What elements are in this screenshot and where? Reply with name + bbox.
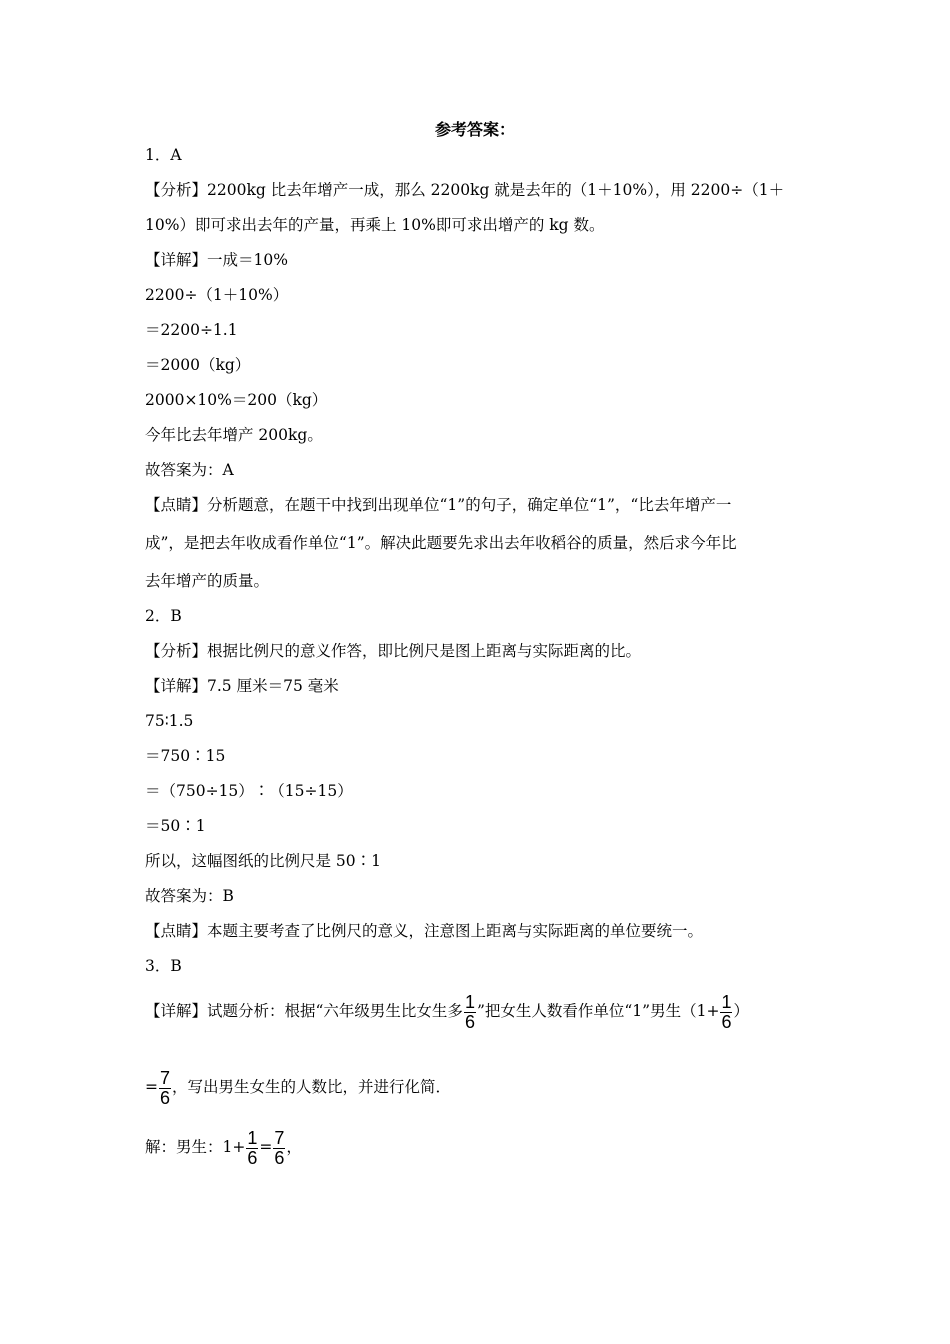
fraction-denominator: 6 (721, 1011, 732, 1032)
q2-number: 2．B (145, 607, 182, 625)
page-title: 参考答案： (434, 120, 515, 139)
q2-detail-line-5: ＝50∶1 (145, 817, 206, 835)
fraction-denominator: 6 (160, 1087, 171, 1108)
q1-analysis-line-2: 10%）即可求出去年的产量，再乘上 10%即可求出增产的 kg 数。 (145, 216, 605, 234)
fraction-numerator: 1 (247, 1127, 258, 1148)
q3-number: 3．B (145, 957, 182, 975)
fraction-denominator: 6 (247, 1147, 258, 1168)
q1-detail-line-3: ＝2200÷1.1 (145, 321, 238, 339)
q2-point: 【点睛】本题主要考查了比例尺的意义，注意图上距离与实际距离的单位要统一。 (145, 922, 704, 940)
fraction-seven-sixths (273, 1129, 285, 1168)
q3-detail-line-1 (145, 988, 749, 1034)
q1-point-line-3: 去年增产的质量。 (145, 572, 270, 590)
fraction-one-sixth (246, 1129, 258, 1168)
q3-detail-text-b: ”把女生人数看作单位“1”男生（1+ (476, 1002, 720, 1020)
q3-detail-line-2 (145, 1064, 451, 1110)
fraction-denominator: 6 (274, 1147, 285, 1168)
q2-detail-line-2: 75∶1.5 (145, 712, 194, 730)
q3-solution-text-a: 解：男生：1+ (145, 1138, 246, 1156)
q1-analysis-line-1: 【分析】2200kg 比去年增产一成，那么 2200kg 就是去年的（1＋10%），用 2200÷（1＋ (145, 181, 785, 199)
fraction-numerator: 1 (721, 991, 732, 1012)
q3-solution-line (145, 1124, 302, 1170)
fraction-numerator: 7 (160, 1067, 171, 1088)
fraction-numerator: 1 (464, 991, 475, 1012)
fraction-numerator: 7 (274, 1127, 285, 1148)
q3-line2-text-b: ，写出男生女生的人数比，并进行化简． (172, 1078, 452, 1096)
q1-point-line-1: 【点睛】分析题意，在题干中找到出现单位“1”的句子，确定单位“1”，“比去年增产一 (145, 496, 732, 514)
q3-solution-text-c: ， (286, 1138, 302, 1156)
q1-detail-line-6: 今年比去年增产 200kg。 (145, 426, 323, 444)
q2-detail-line-6: 所以，这幅图纸的比例尺是 50∶1 (145, 852, 382, 870)
q1-number: 1．A (145, 146, 182, 164)
fraction-one-sixth (720, 993, 732, 1032)
fraction-one-sixth (464, 993, 476, 1032)
fraction-denominator: 6 (464, 1011, 475, 1032)
fraction-seven-sixths (159, 1069, 171, 1108)
q3-detail-text-a: 【详解】试题分析：根据“六年级男生比女生多 (145, 1002, 463, 1020)
q1-detail-line-5: 2000×10%＝200（kg） (145, 391, 328, 409)
q2-detail-line-1: 【详解】7.5 厘米＝75 毫米 (145, 677, 339, 695)
q3-detail-text-c: ） (733, 1002, 749, 1020)
q1-detail-line-2: 2200÷（1＋10%） (145, 286, 289, 304)
q2-analysis: 【分析】根据比例尺的意义作答，即比例尺是图上距离与实际距离的比。 (145, 642, 642, 660)
q3-solution-text-b: = (259, 1138, 273, 1156)
q2-detail-line-4: ＝（750÷15）∶（15÷15） (145, 782, 353, 800)
q1-point-line-2: 成”，是把去年收成看作单位“1”。解决此题要先求出去年收稻谷的质量，然后求今年比 (145, 534, 737, 552)
q2-answer: 故答案为：B (145, 887, 234, 905)
q1-answer: 故答案为：A (145, 461, 234, 479)
q1-detail-line-1: 【详解】一成＝10% (145, 251, 288, 269)
q2-detail-line-3: ＝750∶15 (145, 747, 226, 765)
q1-detail-line-4: ＝2000（kg） (145, 356, 251, 374)
q3-line2-text-a: = (145, 1078, 158, 1096)
